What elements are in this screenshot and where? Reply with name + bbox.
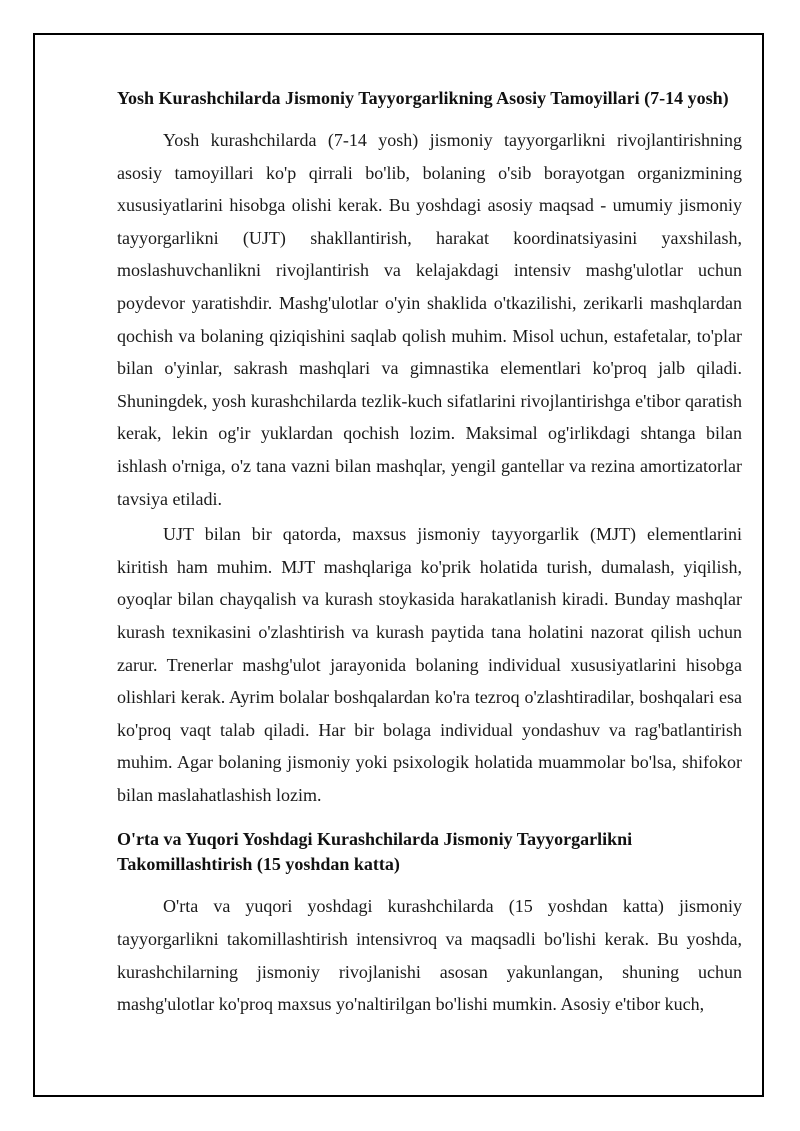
- section-heading: Yosh Kurashchilarda Jismoniy Tayyorgarlikning Asosiy Tamoyillari (7-14 yosh): [117, 88, 729, 108]
- paragraph: O'rta va yuqori yoshdagi kurashchilarda (15 yoshdan katta) jismoniy tayyorgarlikni takomillashtirish intensivroq va maqsadli bo'lishi kerak. Bu yoshda, kurashchilarning jismoniy rivojlanishi asosan yakunlangan, shuning uchun mashg'ulotlar ko'proq maxsus yo'naltirilgan bo'lishi mumkin. Asosiy e'tibor kuch,: [117, 896, 742, 1015]
- section-heading: O'rta va Yuqori Yoshdagi Kurashchilarda Jismoniy Tayyorgarlikni Takomillashtirish (15 yoshdan katta): [117, 829, 633, 875]
- paragraph: UJT bilan bir qatorda, maxsus jismoniy tayyorgarlik (MJT) elementlarini kiritish ham muhim. MJT mashqlariga ko'prik holatida turish, dumalash, yiqilish, oyoqlar bilan chayqalish va kurash stoykasida harakatlanish kiradi. Bunday mashqlar kurash texnikasini o'zlashtirish va kurash paytida tana holatini nazorat qilish uchun zarur. Trenerlar mashg'ulot jarayonida bolaning individual xususiyatlarini hisobga olishlari kerak. Ayrim bolalar boshqalardan ko'ra tezroq o'zlashtiradilar, boshqalari esa ko'proq vaqt talab qiladi. Har bir bolaga individual yondashuv va rag'batlantirish muhim. Agar bolaning jismoniy yoki psixologik holatida muammolar bo'lsa, shifokor bilan maslahatlashish lozim.: [117, 524, 742, 805]
- paragraph: Yosh kurashchilarda (7-14 yosh) jismoniy tayyorgarlikni rivojlantirishning asosiy tamoyillari ko'p qirrali bo'lib, bolaning o'sib borayotgan organizmining xususiyatlarini hisobga olishi kerak. Bu yoshdagi asosiy maqsad - umumiy jismoniy tayyorgarlikni (UJT) shakllantirish, harakat koordinatsiyasini yaxshilash, moslashuvchanlikni rivojlantirish va kelajakdagi intensiv mashg'ulotlar uchun poydevor yaratishdir. Mashg'ulotlar o'yin shaklida o'tkazilishi, zerikarli mashqlardan qochish va bolaning qiziqishini saqlab qolish muhim. Misol uchun, estafetalar, to'plar bilan o'yinlar, sakrash mashqlari va gimnastika elementlari ko'proq jalb qiladi. Shuningdek, yosh kurashchilarda tezlik-kuch sifatlarini rivojlantirishga e'tibor qaratish kerak, lekin og'ir yuklardan qochish lozim. Maksimal og'irlikdagi shtanga bilan ishlash o'rniga, o'z tana vazni bilan mashqlar, yengil gantellar va rezina amortizatorlar tavsiya etiladi.: [117, 130, 742, 509]
- document-body: [117, 86, 742, 1021]
